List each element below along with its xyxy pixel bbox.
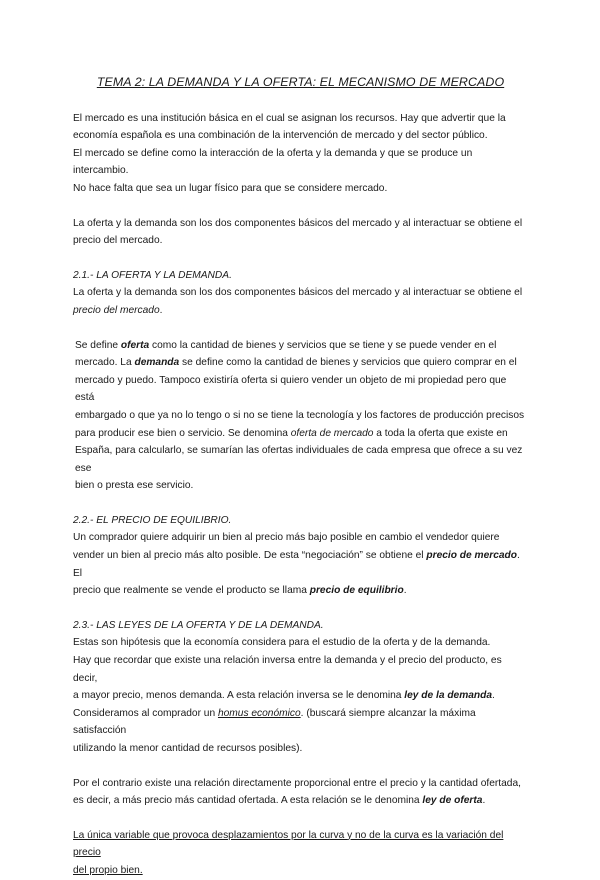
text-line: economía española es una combinación de la intervención de mercado y del sector público.	[73, 130, 488, 142]
text-span: es decir, a más precio más cantidad ofertada. A esta relación se le denomina	[73, 795, 423, 807]
text-line: Hay que recordar que existe una relación inversa entre la demanda y el precio del producto, es decir,	[73, 655, 502, 684]
text-span: vender un bien al precio más alto posible. De esta “negociación” se obtiene el	[73, 550, 427, 562]
spacer	[73, 810, 528, 827]
text-line: precio del mercado.	[73, 235, 163, 247]
text-line: Por el contrario existe una relación directamente proporcional entre el precio y la cantidad ofertada,	[73, 777, 521, 789]
text-line: bien o presta ese servicio.	[75, 480, 194, 492]
text-span: .	[482, 795, 486, 807]
term-ley-de-la-demanda: ley de la demanda	[404, 690, 493, 702]
text-span: . (buscará siempre alcanzar la máxima satisfacción	[73, 707, 476, 737]
section-heading: 2.3.- LAS LEYES DE LA OFERTA Y DE LA DEMANDA.	[73, 619, 324, 631]
term-demanda: demanda	[134, 357, 180, 369]
term-oferta-de-mercado: oferta de mercado	[290, 427, 374, 439]
spacer	[73, 758, 528, 775]
text-line: El mercado es una institución básica en el cual se asignan los recursos. Hay que advertir que la	[73, 112, 506, 124]
text-span: .	[403, 585, 407, 597]
punctuation: .	[159, 304, 163, 316]
text-line: mercado y puedo. Tampoco existiría oferta si quiero vender un objeto de mi propiedad pero que está	[75, 374, 507, 404]
page-title: TEMA 2: LA DEMANDA Y LA OFERTA: EL MECANISMO DE MERCADO	[96, 75, 505, 89]
spacer	[73, 600, 528, 617]
text-line	[75, 425, 528, 443]
text-line: del propio bien.	[73, 864, 143, 876]
emphasis-text: precio del mercado	[73, 304, 160, 316]
text-line: utilizando la menor cantidad de recursos posibles).	[73, 743, 303, 754]
section-2-1	[73, 267, 528, 320]
term-homus-economico: homus económico	[217, 707, 301, 719]
text-line: embargado o que ya no lo tengo o si no se tiene la tecnología y los factores de producción precisos	[75, 409, 525, 421]
spacer	[73, 320, 528, 337]
text-line: Estas son hipótesis que la economía considera para el estudio de la oferta y de la demanda.	[73, 637, 491, 649]
text-span: precio que realmente se vende el producto se llama	[73, 585, 310, 597]
section-heading: 2.1.- LA OFERTA Y LA DEMANDA.	[73, 269, 232, 281]
text-line	[73, 302, 528, 320]
spacer	[73, 198, 528, 215]
text-span: Consideramos al comprador un	[73, 707, 218, 719]
text-line: La única variable que provoca desplazamientos por la curva y no de la curva es la variación del precio	[73, 829, 504, 859]
text-span: . El	[73, 550, 520, 579]
text-span: a toda la oferta que existe en	[373, 427, 508, 439]
components-paragraph	[73, 215, 528, 250]
text-line	[73, 687, 528, 705]
section-heading: 2.2.- EL PRECIO DE EQUILIBRIO.	[73, 514, 232, 526]
text-line: La oferta y la demanda son los dos componentes básicos del mercado y al interactuar se obtiene el	[73, 287, 523, 299]
term-ley-de-oferta: ley de oferta	[422, 795, 483, 807]
text-line: No hace falta que sea un lugar físico para que se considere mercado.	[73, 182, 388, 194]
conclusion-paragraph	[73, 827, 528, 880]
text-span: a mayor precio, menos demanda. A esta relación inversa se le denomina	[73, 690, 405, 702]
text-line	[73, 792, 528, 810]
section-2-2	[73, 512, 528, 600]
text-span: Se define	[75, 339, 121, 351]
text-line	[73, 705, 528, 740]
text-line	[73, 582, 528, 600]
text-line: La oferta y la demanda son los dos componentes básicos del mercado y al interactuar se obtiene el	[73, 217, 523, 229]
intro-paragraph	[73, 110, 528, 198]
spacer	[73, 495, 528, 512]
text-line	[75, 337, 528, 355]
text-span: como la cantidad de bienes y servicios que se tiene y se puede vender en el	[149, 339, 497, 351]
text-line	[75, 354, 528, 372]
definitions-paragraph	[73, 337, 528, 495]
ley-oferta-paragraph	[73, 775, 528, 810]
text-span: para producir ese bien o servicio. Se denomina	[75, 427, 291, 439]
text-line: El mercado se define como la interacción de la oferta y la demanda y que se produce un intercambio.	[73, 147, 473, 177]
term-oferta: oferta	[120, 339, 150, 351]
text-span: mercado. La	[75, 357, 135, 369]
term-precio-de-equilibrio: precio de equilibrio	[309, 585, 404, 597]
section-2-3	[73, 617, 528, 758]
text-line	[73, 547, 528, 582]
term-precio-de-mercado: precio de mercado	[426, 550, 517, 562]
spacer	[73, 250, 528, 267]
text-span: se define como la cantidad de bienes y servicios que quiero comprar en el	[179, 357, 517, 369]
text-line: España, para calcularlo, se sumarían las ofertas individuales de cada empresa que ofrece a su vez ese	[75, 445, 523, 474]
text-span: .	[492, 690, 495, 702]
text-line: Un comprador quiere adquirir un bien al precio más bajo posible en cambio el vendedor quiere	[73, 532, 500, 544]
